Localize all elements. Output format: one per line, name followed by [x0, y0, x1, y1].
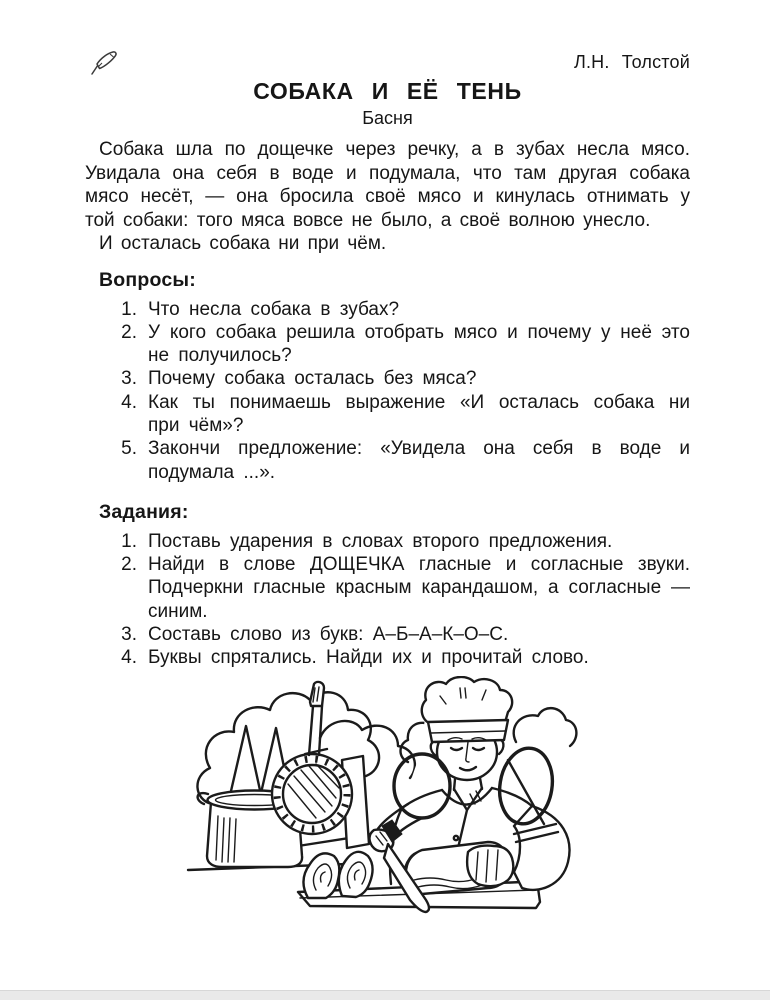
- chef-cutting-meat-illustration: [170, 676, 602, 968]
- task-number: 3.: [121, 624, 137, 646]
- question-text: У кого собака решила отобрать мясо и почему у неё это не получилось?: [148, 321, 690, 367]
- question-item: [113, 391, 690, 438]
- task-text: Найди в слове ДОЩЕЧКА гласные и согласные звуки. Подчеркни гласные красным карандашом, а согласные — синим.: [148, 554, 690, 622]
- story-paragraph: Собака шла по дощечке через речку, а в зубах несла мясо. Увидала она себя в воде и подумала, что там другая собака мясо несёт, — она бросила своё мясо и кинулась отнимать у той собаки: того мяса вовсе не было, а своё волною унесло.: [85, 139, 690, 231]
- task-text: Буквы спрятались. Найди их и прочитай слово.: [148, 647, 589, 669]
- task-item: [113, 553, 690, 623]
- task-number: 4.: [121, 647, 137, 669]
- question-text: Закончи предложение: «Увидела она себя в воде и подумала ...».: [148, 438, 690, 483]
- question-number: 1.: [121, 298, 137, 320]
- tasks-heading: Задания:: [99, 500, 189, 523]
- tasks-list: [113, 530, 690, 670]
- question-number: 5.: [121, 438, 137, 460]
- question-number: 3.: [121, 368, 137, 390]
- question-text: Как ты понимаешь выражение «И осталась собака ни при чём»?: [148, 391, 690, 436]
- task-item: [113, 646, 690, 669]
- question-item: [113, 437, 690, 484]
- task-number: 2.: [121, 554, 137, 576]
- pen-icon: [88, 50, 118, 78]
- task-item: [113, 530, 690, 553]
- story-ending-line: И осталась собака ни при чём.: [99, 233, 387, 254]
- author-name: Л.Н. Толстой: [573, 52, 690, 72]
- question-item: [113, 321, 690, 368]
- questions-list: [113, 298, 690, 484]
- task-text: Поставь ударения в словах второго предложения.: [148, 530, 613, 552]
- task-number: 1.: [121, 530, 137, 552]
- question-item: [113, 298, 690, 321]
- question-number: 2.: [121, 321, 137, 343]
- page-subtitle: Басня: [362, 108, 413, 128]
- page-header: [85, 46, 690, 76]
- questions-heading: Вопросы:: [99, 268, 196, 291]
- question-item: [113, 367, 690, 390]
- page-bottom-edge: [0, 990, 770, 1000]
- task-item: [113, 623, 690, 646]
- question-text: Что несла собака в зубах?: [148, 298, 400, 320]
- question-text: Почему собака осталась без мяса?: [148, 368, 477, 390]
- task-text: Составь слово из букв: А–Б–А–К–О–С.: [148, 624, 509, 646]
- page-title: СОБАКА И ЕЁ ТЕНЬ: [253, 78, 522, 104]
- question-number: 4.: [121, 391, 137, 413]
